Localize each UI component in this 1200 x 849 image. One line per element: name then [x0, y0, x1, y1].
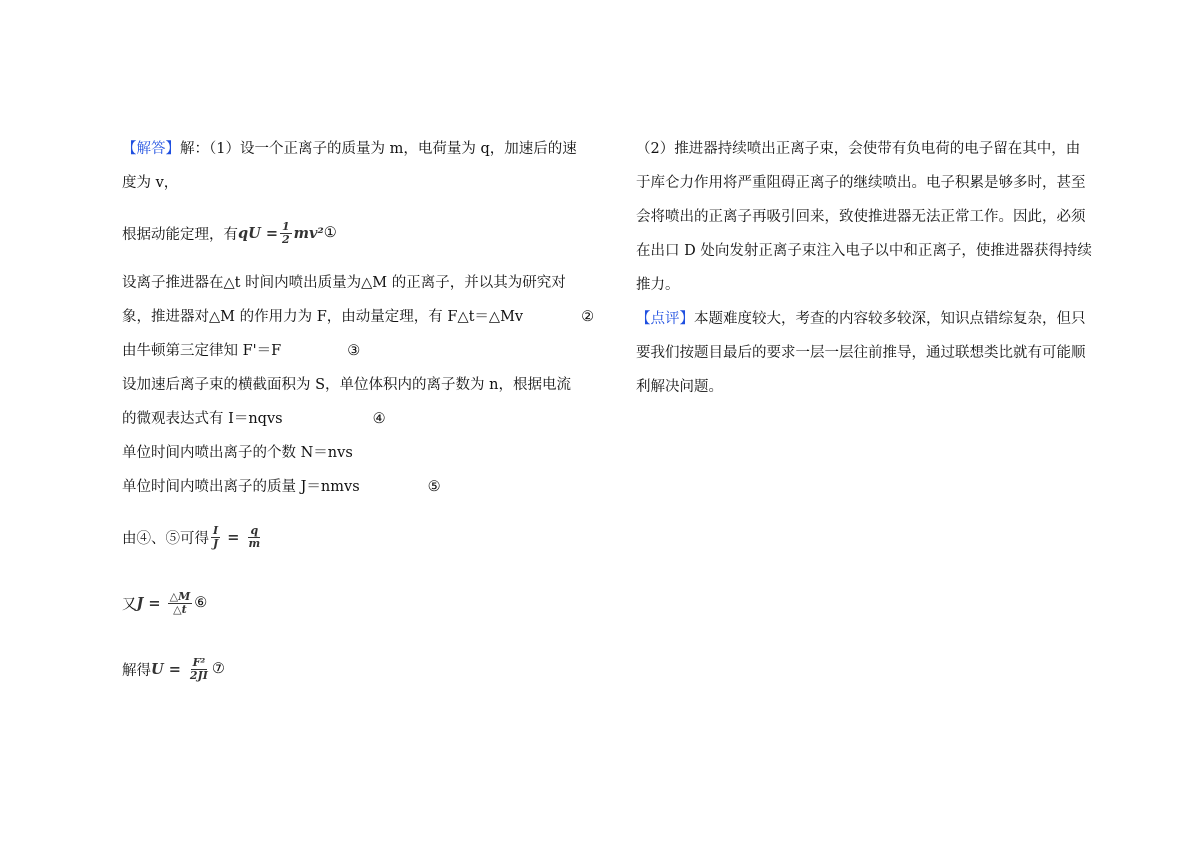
mass-line: 单位时间内喷出离子的质量 J＝nmvs ⑤: [122, 470, 592, 504]
flow-formula: J = $\frac{\triangle M}{\triangle t}$: [136, 589, 191, 616]
momentum-line: 象，推进器对△M 的作用力为 F，由动量定理，有 F△t＝△Mv ②: [122, 300, 592, 334]
equation-mark-3: ③: [347, 343, 361, 359]
part2-line-2: 于库仑力作用将严重阻碍正离子的继续喷出。电子积累是够多时，甚至: [636, 175, 1086, 191]
part2-line-3: 会将喷出的正离子再吸引回来，致使推进器无法正常工作。因此，必须: [636, 209, 1086, 225]
comment-line-2: 要我们按题目最后的要求一层一层往前推导，通过联想类比就有可能顺: [636, 345, 1086, 361]
right-column: [636, 132, 1100, 404]
equation-mark-4: ④: [372, 411, 386, 427]
comment-tag: 【点评】: [636, 311, 694, 327]
solution-line-7: 设加速后离子束的横截面积为 S，单位体积内的离子数为 n，根据电流: [122, 377, 571, 393]
result-line: 解得 U = $\frac{\text{F²}}{2JI}$ ⑦: [122, 655, 225, 682]
kinetic-energy-line: [122, 216, 592, 250]
flow-line: 又 J = $\frac{\triangle M}{\triangle t}$ ⑥: [122, 589, 208, 616]
equation-mark-6: ⑥: [194, 595, 208, 611]
ratio-formula: $\frac{I}{J}$ = $\frac{q}{m}$: [213, 523, 261, 550]
solution-line-1: [122, 132, 592, 166]
part2-line-5: 推力。: [636, 277, 680, 293]
comment-line-1: 【点评】本题难度较大，考查的内容较多较深，知识点错综复杂，但只: [636, 311, 1086, 327]
part2-line-1: （2）推进器持续喷出正离子束，会使带有负电荷的电子留在其中，由: [636, 141, 1081, 157]
equation-mark-2: ②: [581, 309, 595, 325]
comment-line-3: 利解决问题。: [636, 379, 723, 395]
solution-tag: 【解答】: [122, 141, 180, 157]
newton-line: 由牛顿第三定律知 F'＝F ③: [122, 334, 592, 368]
solution-text-1: 解：（1）设一个正离子的质量为 m，电荷量为 q，加速后的速: [180, 141, 577, 157]
equation-mark-1: ①: [323, 225, 337, 241]
part2-line-4: 在出口 D 处向发射正离子束注入电子以中和正离子，使推进器获得持续: [636, 243, 1092, 259]
kinetic-energy-text: 根据动能定理，有: [122, 226, 238, 243]
result-formula: U = $\frac{\text{F²}}{2JI}$: [151, 655, 208, 682]
current-line: 的微观表达式有 I＝nqvs ④: [122, 402, 592, 436]
solution-line-2: 度为 v，: [122, 175, 179, 191]
count-line: 单位时间内喷出离子的个数 N＝nvs: [122, 445, 353, 461]
solution-line-4: 设离子推进器在△t 时间内喷出质量为△M 的正离子，并以其为研究对: [122, 275, 566, 291]
equation-mark-7: ⑦: [211, 661, 225, 677]
kinetic-energy-formula: qU = $\frac{1}{2}$ mv²: [238, 219, 324, 246]
equation-mark-5: ⑤: [427, 479, 441, 495]
ratio-line: 由④、⑤可得 $\frac{I}{J}$ = $\frac{q}{m}$: [122, 520, 592, 554]
left-column: [122, 132, 595, 686]
